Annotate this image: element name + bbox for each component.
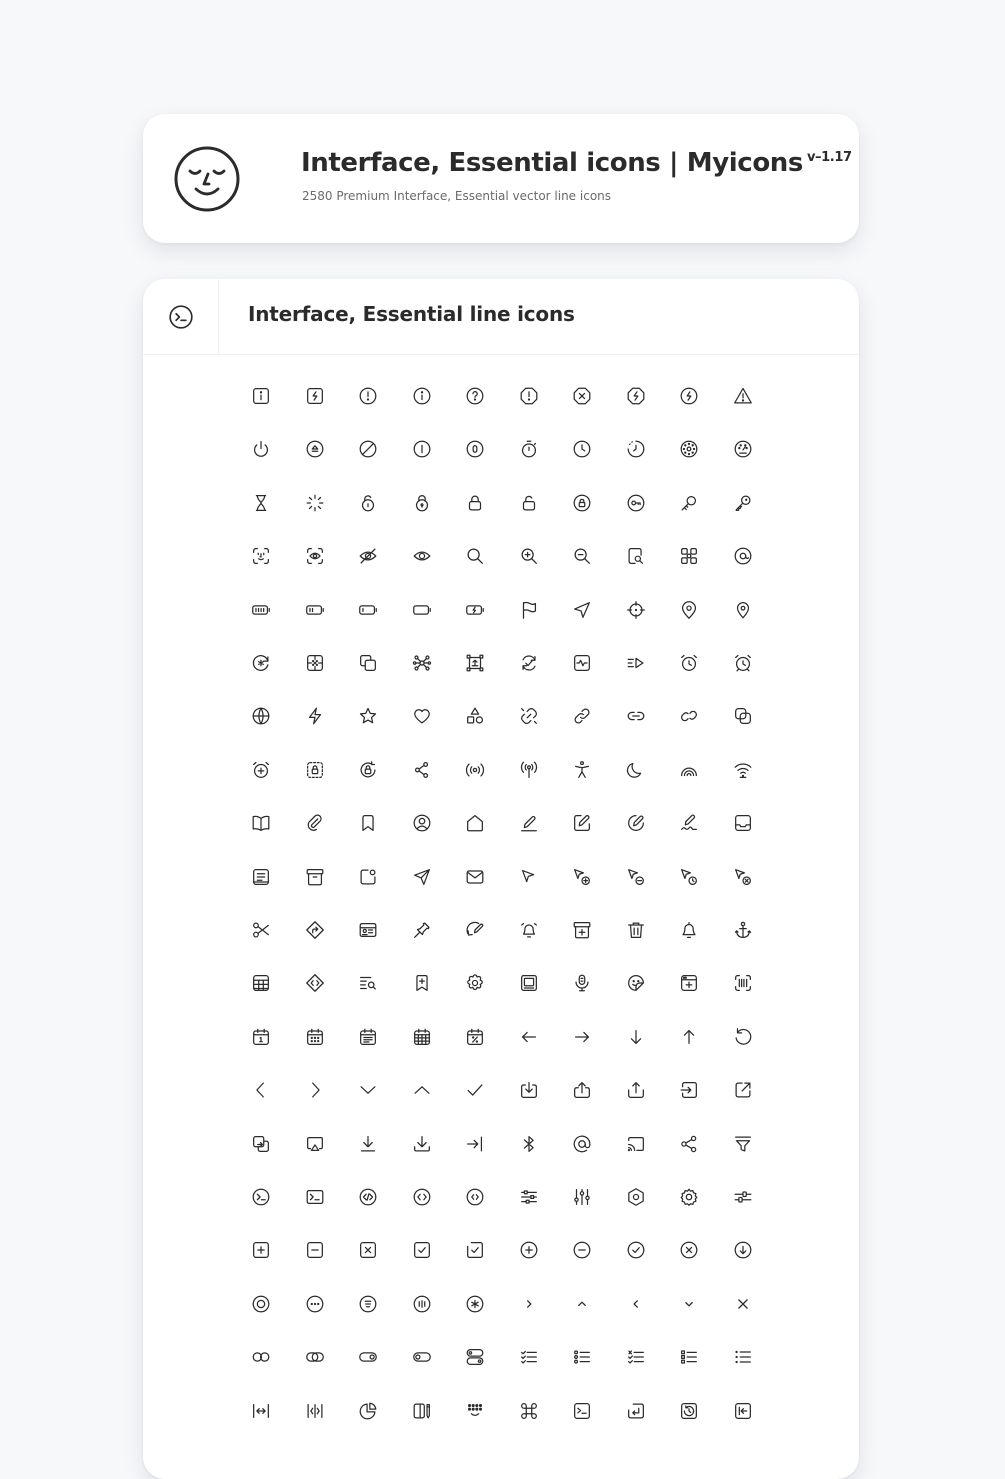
- settings-hexagon-icon[interactable]: [625, 1186, 647, 1208]
- calendar-day-icon[interactable]: [250, 1026, 272, 1048]
- settings-flower-icon[interactable]: [464, 972, 486, 994]
- code-octagon-icon[interactable]: [411, 1186, 433, 1208]
- code-circle-alt-icon[interactable]: [464, 1186, 486, 1208]
- document-text-icon[interactable]: [250, 866, 272, 888]
- upload-tray-icon[interactable]: [625, 1079, 647, 1101]
- star-icon[interactable]: [357, 705, 379, 727]
- clock-dashed-icon[interactable]: [625, 438, 647, 460]
- arrow-up-icon[interactable]: [678, 1026, 700, 1048]
- eye-off-icon[interactable]: [357, 545, 379, 567]
- check-circle-icon[interactable]: [625, 1239, 647, 1261]
- info-circle-icon[interactable]: [411, 385, 433, 407]
- pause-bars-circle-icon[interactable]: [411, 1293, 433, 1315]
- dots-grid-icon[interactable]: [464, 1400, 486, 1422]
- broadcast-icon[interactable]: [464, 759, 486, 781]
- close-octagon-icon[interactable]: [571, 385, 593, 407]
- chevron-left-small-icon[interactable]: [625, 1293, 647, 1315]
- settings-gear-icon[interactable]: [678, 1186, 700, 1208]
- close-circle-icon[interactable]: [678, 1239, 700, 1261]
- search-icon[interactable]: [464, 545, 486, 567]
- code-circle-icon[interactable]: [357, 1186, 379, 1208]
- user-circle-icon[interactable]: [411, 812, 433, 834]
- sliders-horizontal-icon[interactable]: [518, 1186, 540, 1208]
- toggle-off-icon[interactable]: [411, 1346, 433, 1368]
- speedometer-icon[interactable]: [732, 438, 754, 460]
- unlock-circle-icon[interactable]: [357, 492, 379, 514]
- eye-scan-icon[interactable]: [304, 545, 326, 567]
- radio-button-icon[interactable]: [250, 1293, 272, 1315]
- list-search-icon[interactable]: [357, 972, 379, 994]
- mail-icon[interactable]: [464, 866, 486, 888]
- share-icon[interactable]: [678, 1133, 700, 1155]
- sleepy-smiley-face-icon: [174, 146, 240, 212]
- battery-half-icon[interactable]: [304, 599, 326, 621]
- molecule-icon[interactable]: [411, 652, 433, 674]
- external-link-icon[interactable]: [732, 1079, 754, 1101]
- archive-icon[interactable]: [304, 866, 326, 888]
- heart-icon[interactable]: [411, 705, 433, 727]
- signature-icon[interactable]: [678, 812, 700, 834]
- table-icon[interactable]: [250, 972, 272, 994]
- navigation-icon[interactable]: [571, 599, 593, 621]
- antenna-icon[interactable]: [518, 759, 540, 781]
- battery-empty-icon[interactable]: [411, 599, 433, 621]
- calendar-grid-icon[interactable]: [411, 1026, 433, 1048]
- key-circle-icon[interactable]: [625, 492, 647, 514]
- archive-add-icon[interactable]: [571, 919, 593, 941]
- bolt-square-icon[interactable]: [304, 385, 326, 407]
- chevron-left-icon[interactable]: [250, 1079, 272, 1101]
- close-square-icon[interactable]: [357, 1239, 379, 1261]
- block-circle-icon[interactable]: [357, 438, 379, 460]
- info-pill-icon[interactable]: [411, 438, 433, 460]
- filter-icon[interactable]: [732, 1133, 754, 1155]
- pin-icon[interactable]: [411, 919, 433, 941]
- sync-check-icon[interactable]: [518, 652, 540, 674]
- width-expand-icon[interactable]: [250, 1400, 272, 1422]
- send-icon[interactable]: [411, 866, 433, 888]
- menu-circle-icon[interactable]: [357, 1293, 379, 1315]
- arrow-down-icon[interactable]: [625, 1026, 647, 1048]
- page-subtitle: 2580 Premium Interface, Essential vector line icons: [302, 189, 612, 203]
- bookmark-add-icon[interactable]: [411, 972, 433, 994]
- eject-circle-icon[interactable]: [304, 438, 326, 460]
- warning-triangle-icon[interactable]: [732, 385, 754, 407]
- alarm-icon[interactable]: [732, 652, 754, 674]
- copy-arrow-icon[interactable]: [250, 1133, 272, 1155]
- chevron-right-icon[interactable]: [304, 1079, 326, 1101]
- download-tray-icon[interactable]: [518, 1079, 540, 1101]
- section-header: [143, 279, 859, 355]
- pie-chart-icon[interactable]: [357, 1400, 379, 1422]
- info-square-icon[interactable]: [250, 385, 272, 407]
- login-arrow-icon[interactable]: [464, 1133, 486, 1155]
- cursor-add-icon[interactable]: [571, 866, 593, 888]
- cursor-time-icon[interactable]: [678, 866, 700, 888]
- toggle-double-icon[interactable]: [250, 1346, 272, 1368]
- terminal-circle-icon[interactable]: [250, 1186, 272, 1208]
- terminal-circle-icon: [168, 304, 194, 330]
- column-split-icon[interactable]: [304, 1400, 326, 1422]
- accessibility-icon[interactable]: [571, 759, 593, 781]
- rotate-left-icon[interactable]: [732, 1026, 754, 1048]
- chevron-down-small-icon[interactable]: [678, 1293, 700, 1315]
- page-title-text: Interface, Essential icons | Myicons: [301, 148, 803, 178]
- share-up-icon[interactable]: [571, 1079, 593, 1101]
- login-box-icon[interactable]: [678, 1079, 700, 1101]
- activity-square-icon[interactable]: [571, 652, 593, 674]
- notification-square-icon[interactable]: [357, 866, 379, 888]
- terminal-window-icon[interactable]: [571, 1400, 593, 1422]
- battery-low-icon[interactable]: [357, 599, 379, 621]
- toggle-stack-icon[interactable]: [464, 1346, 486, 1368]
- minus-square-icon[interactable]: [304, 1239, 326, 1261]
- clock-icon[interactable]: [571, 438, 593, 460]
- zero-circle-icon[interactable]: [464, 438, 486, 460]
- inbox-icon[interactable]: [732, 812, 754, 834]
- page-title: [301, 148, 852, 178]
- alarm-clock-icon[interactable]: [678, 652, 700, 674]
- help-circle-icon[interactable]: [464, 385, 486, 407]
- header-card: [143, 114, 859, 243]
- adjust-slider-icon[interactable]: [732, 1186, 754, 1208]
- fast-forward-icon[interactable]: [625, 652, 647, 674]
- sticker-icon[interactable]: [625, 972, 647, 994]
- wifi-icon[interactable]: [732, 759, 754, 781]
- link-broken-icon[interactable]: [518, 705, 540, 727]
- cursor-close-icon[interactable]: [732, 866, 754, 888]
- zoom-in-icon[interactable]: [518, 545, 540, 567]
- microphone-icon[interactable]: [571, 972, 593, 994]
- command-icon[interactable]: [518, 1400, 540, 1422]
- arrow-down-circle-icon[interactable]: [732, 1239, 754, 1261]
- edit-square-icon[interactable]: [571, 812, 593, 834]
- home-icon[interactable]: [464, 812, 486, 834]
- download-alt-icon[interactable]: [411, 1133, 433, 1155]
- bluetooth-icon[interactable]: [518, 1133, 540, 1155]
- anchor-icon[interactable]: [732, 919, 754, 941]
- align-left-square-icon[interactable]: [732, 1400, 754, 1422]
- checklist-icon[interactable]: [518, 1346, 540, 1368]
- share-nodes-icon[interactable]: [411, 759, 433, 781]
- location-pin-icon[interactable]: [678, 599, 700, 621]
- cursor-icon[interactable]: [518, 866, 540, 888]
- checklist-close-icon[interactable]: [625, 1346, 647, 1368]
- trash-icon[interactable]: [625, 919, 647, 941]
- scan-squares-icon[interactable]: [678, 545, 700, 567]
- asterisk-circle-icon[interactable]: [464, 1293, 486, 1315]
- power-icon[interactable]: [250, 438, 272, 460]
- section-icon-cell: [143, 279, 219, 354]
- check-square-icon[interactable]: [411, 1239, 433, 1261]
- sliders-vertical-icon[interactable]: [571, 1186, 593, 1208]
- loading-spinner-icon[interactable]: [304, 492, 326, 514]
- link-horizontal-icon[interactable]: [625, 705, 647, 727]
- version-badge: v–1.17: [806, 150, 852, 165]
- cursor-remove-icon[interactable]: [625, 866, 647, 888]
- minus-circle-icon[interactable]: [571, 1239, 593, 1261]
- plus-circle-icon[interactable]: [518, 1239, 540, 1261]
- speed-edit-icon[interactable]: [464, 919, 486, 941]
- refresh-asterisk-icon[interactable]: [250, 652, 272, 674]
- crosshair-icon[interactable]: [625, 599, 647, 621]
- lock-rotate-icon[interactable]: [357, 759, 379, 781]
- battery-charging-icon[interactable]: [464, 599, 486, 621]
- calendar-percent-icon[interactable]: [464, 1026, 486, 1048]
- hourglass-icon[interactable]: [250, 492, 272, 514]
- document-search-icon[interactable]: [625, 545, 647, 567]
- moon-icon[interactable]: [625, 759, 647, 781]
- lightning-icon[interactable]: [304, 705, 326, 727]
- sidebar-pen-icon[interactable]: [411, 1400, 433, 1422]
- shapes-icon[interactable]: [464, 705, 486, 727]
- barcode-scan-icon[interactable]: [732, 972, 754, 994]
- browser-add-icon[interactable]: [678, 972, 700, 994]
- at-circle-icon[interactable]: [732, 545, 754, 567]
- copy-link-icon[interactable]: [732, 705, 754, 727]
- arrow-right-icon[interactable]: [571, 1026, 593, 1048]
- lock-dashed-icon[interactable]: [304, 759, 326, 781]
- icon-grid-card: [143, 279, 859, 1479]
- frame-upload-icon[interactable]: [464, 652, 486, 674]
- eye-icon[interactable]: [411, 545, 433, 567]
- alert-octagon-icon[interactable]: [518, 385, 540, 407]
- history-square-icon[interactable]: [678, 1400, 700, 1422]
- lock-circle-icon[interactable]: [571, 492, 593, 514]
- calendar-lines-icon[interactable]: [357, 1026, 379, 1048]
- more-circle-icon[interactable]: [304, 1293, 326, 1315]
- download-icon[interactable]: [357, 1133, 379, 1155]
- bell-ring-icon[interactable]: [518, 919, 540, 941]
- scissors-icon[interactable]: [250, 919, 272, 941]
- cast-icon[interactable]: [625, 1133, 647, 1155]
- unlock-keyhole-icon[interactable]: [411, 492, 433, 514]
- check-icon[interactable]: [464, 1079, 486, 1101]
- calendar-dots-icon[interactable]: [304, 1026, 326, 1048]
- section-title: Interface, Essential line icons: [248, 302, 575, 326]
- close-icon[interactable]: [732, 1293, 754, 1315]
- code-diamond-icon[interactable]: [304, 972, 326, 994]
- battery-full-icon[interactable]: [250, 599, 272, 621]
- book-open-icon[interactable]: [250, 812, 272, 834]
- bolt-circle-icon[interactable]: [678, 385, 700, 407]
- chevron-right-small-icon[interactable]: [518, 1293, 540, 1315]
- terminal-square-icon[interactable]: [304, 1186, 326, 1208]
- alert-circle-icon[interactable]: [357, 385, 379, 407]
- face-id-icon[interactable]: [250, 545, 272, 567]
- plus-square-icon[interactable]: [250, 1239, 272, 1261]
- stopwatch-icon[interactable]: [518, 438, 540, 460]
- alarm-add-icon[interactable]: [250, 759, 272, 781]
- monitor-icon[interactable]: [518, 972, 540, 994]
- direction-sign-icon[interactable]: [304, 919, 326, 941]
- chevron-up-icon[interactable]: [411, 1079, 433, 1101]
- at-sign-icon[interactable]: [571, 1133, 593, 1155]
- bookmark-icon[interactable]: [357, 812, 379, 834]
- chevron-down-icon[interactable]: [357, 1079, 379, 1101]
- key-alt-icon[interactable]: [732, 492, 754, 514]
- globe-icon[interactable]: [250, 705, 272, 727]
- toggle-on-icon[interactable]: [357, 1346, 379, 1368]
- edit-circle-icon[interactable]: [625, 812, 647, 834]
- bell-icon[interactable]: [678, 919, 700, 941]
- lock-icon[interactable]: [464, 492, 486, 514]
- zoom-out-icon[interactable]: [571, 545, 593, 567]
- pen-underline-icon[interactable]: [518, 812, 540, 834]
- bolt-octagon-icon[interactable]: [625, 385, 647, 407]
- unlock-icon[interactable]: [518, 492, 540, 514]
- list-boxes-icon[interactable]: [678, 1346, 700, 1368]
- copy-squares-icon[interactable]: [357, 652, 379, 674]
- id-card-icon[interactable]: [357, 919, 379, 941]
- link-icon[interactable]: [571, 705, 593, 727]
- gauge-dots-icon[interactable]: [678, 438, 700, 460]
- map-pin-icon[interactable]: [732, 599, 754, 621]
- list-numbered-icon[interactable]: [571, 1346, 593, 1368]
- enter-key-icon[interactable]: [625, 1400, 647, 1422]
- toggle-overlap-icon[interactable]: [304, 1346, 326, 1368]
- arrow-left-icon[interactable]: [518, 1026, 540, 1048]
- rainbow-signal-icon[interactable]: [678, 759, 700, 781]
- paperclip-icon[interactable]: [304, 812, 326, 834]
- key-icon[interactable]: [678, 492, 700, 514]
- airplay-icon[interactable]: [304, 1133, 326, 1155]
- link-chain-icon[interactable]: [678, 705, 700, 727]
- chevron-up-small-icon[interactable]: [571, 1293, 593, 1315]
- flag-icon[interactable]: [518, 599, 540, 621]
- check-square-alt-icon[interactable]: [464, 1239, 486, 1261]
- grid-focus-icon[interactable]: [304, 652, 326, 674]
- list-bullets-icon[interactable]: [732, 1346, 754, 1368]
